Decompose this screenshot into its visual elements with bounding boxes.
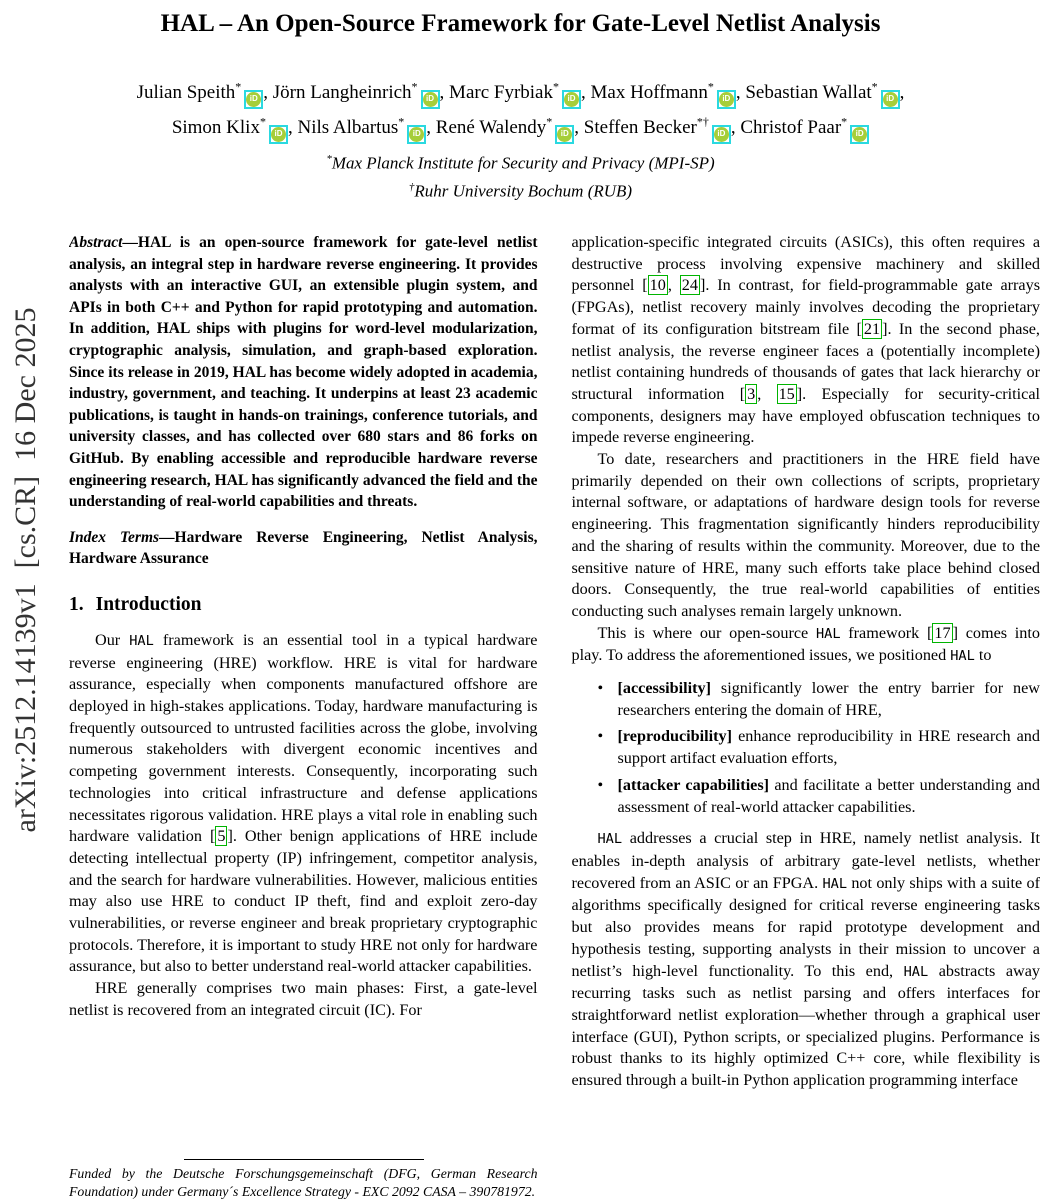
author-separator: , [439,82,450,104]
orcid-icon: iD [564,92,579,107]
text-run: [accessibility] [617,679,712,698]
abstract [69,232,538,513]
affiliation [0,175,1041,204]
orcid-icon: iD [714,127,729,142]
text-run: HAL [815,625,841,642]
text-run: ]. In the second phase, netlist analysis, the reverse engineer faces a (potentially incomplete) netlist containing hundreds of thousands of gates that lack hierarchy or structural information [ [571,319,1040,403]
author [591,82,746,103]
text-run: ]. In contrast, for field-programmable gate arrays (FPGAs), netlist recovery mainly involves decoding the proprietary format of its configuration bitstream file [ [571,276,1040,338]
text-run: , [667,276,680,295]
author-separator: , [899,82,905,104]
text-run: This is where our open-source [597,623,816,642]
orcid-link-box[interactable] [555,125,574,144]
paragraph [572,232,1041,449]
orcid-link-box[interactable] [717,90,736,109]
author-separator: , [581,82,591,104]
orcid-icon: iD [409,127,424,142]
orcid-link-box[interactable] [850,125,869,144]
orcid-icon: iD [852,127,867,142]
author-name: Julian Speith [136,82,236,104]
author [449,82,590,103]
text-run: ]. Other benign applications of HRE include detecting intellectual property (IP) infringement, competitor analysis, and the search for hardware vulnerabilities. However, malicious entities may also use HRE to conduct IP theft, find and exploit zero-day vulnerabilities, or reverse engineer and break proprietary cryptographic protocols. Therefore, it is important to study HRE not only for hardware assurance, but also to better understand real-world attacker capabilities. [69,827,538,976]
citation-link[interactable]: 17 [934,623,951,642]
author-separator: , [730,117,741,139]
orcid-link-box[interactable] [244,90,263,109]
author [745,82,904,103]
author [740,114,869,139]
author-affiliation-marker: * [546,114,553,129]
text-run: HAL [822,875,848,892]
text-run: ] comes into play. To address the aforementioned issues, we positioned [571,623,1040,665]
text-run: application-specific integrated circuits (ASICs), this often requires a destructive process involving expensive machinery and skilled personnel [ [571,233,1040,295]
text-run: Our [95,630,130,649]
author-name: Max Hoffmann [590,82,708,104]
author-block [0,74,1041,144]
author-name: Marc Fyrbiak [449,82,553,104]
author-separator: , [735,82,746,104]
orcid-link-box[interactable] [421,90,440,109]
list-item [618,726,1041,769]
citation-link[interactable]: 24 [681,276,698,295]
text-run: HRE generally comprises two main phases: First, a gate-level netlist is recovered from an integrated circuit (IC). For [69,979,538,1019]
text-run: HAL [903,963,929,980]
text-run: enhance reproducibility in HRE research and support artifact evaluation efforts, [617,727,1040,768]
citation-link[interactable]: 10 [649,276,666,295]
text-run: not only ships with a suite of algorithms specifically designed for critical reverse engineering tasks but also provides means for rapid prototype development and hypothesis testing, supporting analysts in their mission to uncover a netlist’s high-level functionality. To this end, [571,873,1040,980]
author-affiliation-marker: * [553,80,559,94]
orcid-icon: iD [719,92,734,107]
list-item [618,678,1041,721]
author [297,114,436,139]
text-run: Abstract [69,234,123,251]
author-name: Nils Albartus [297,117,399,139]
section-number: 1. [69,593,84,615]
text-run: framework is an essential tool in a typical hardware reverse engineering (HRE) workflow. HRE is vital for hardware assurance, especially when components manufactured offshore are deployed in high-stakes applications. Today, hardware manufacturing is frequently outsourced to untrusted facilities across the globe, involving numerous stakeholders with divergent economic incentives and competing government interests. Consequently, incorporating such technologies into critical infrastructure and defense applications necessitates rigorous validation. HRE plays a vital role in enabling such hardware validation [ [69,630,538,846]
author-separator: , [574,117,584,139]
author-affiliation-marker: *† [696,114,709,129]
orcid-icon: iD [271,127,286,142]
text-run: To date, researchers and practitioners in the HRE field have primarily depended on their own collections of scripts, proprietary internal software, or adaptations of hardware design tools for reverse engineering. This fragmentation significantly hinders reproducibility and the sharing of results within the community. Moreover, due to the sensitive nature of HRE, many such efforts take place behind closed doors. Consequently, the true real-world capabilities of entities conducting such analyses remain largely unknown. [571,450,1040,620]
footnote-text: Funded by the Deutsche Forschungsgemeinschaft (DFG, German Research Foundation) under Germany´s Excellence Strategy - EXC 2092 CASA – 390781972. [69,1166,538,1199]
index-terms [69,527,538,570]
author [435,114,584,139]
author-affiliation-marker: * [411,80,418,94]
author-affiliation-marker: * [235,80,242,94]
affiliation [0,147,1041,176]
paragraph [572,623,1041,668]
left-column [69,232,538,1200]
text-run: ]. Especially for security-critical components, designers may have employed obfuscation techniques to impede reverse engineering. [571,384,1040,447]
orcid-link-box[interactable] [712,125,731,144]
text-run: —HAL is an open-source framework for gate-level netlist analysis, an integral step in hardware reverse engineering. It provides analysts with an interactive GUI, an extensible plugin system, and APIs in both C++ and Python for rapid prototyping and automation. In addition, HAL ships with plugins for word-level modularization, cryptographic analysis, simulation, and graph-based exploration. Since its release in 2019, HAL has become widely adopted in academia, industry, government, and teaching. It underpins at least 23 academic publications, is taught in hands-on trainings, conference tutorials, and university classes, and has collected over 680 stars and 86 forks on GitHub. By enabling accessible and reproducible hardware reverse engineering research, HAL has significantly advanced the field and the understanding of real-world capabilities and threats. [69,234,538,511]
paragraph [572,828,1041,1091]
author-affiliation-marker: * [707,80,714,94]
paragraph [69,978,538,1021]
paper-header [0,0,1041,204]
orcid-icon: iD [883,92,898,107]
paragraph [69,630,538,978]
author-affiliation-marker: * [259,114,266,129]
author-line-1 [0,74,1041,109]
text-run: HAL [950,648,975,665]
text-run: , [757,384,777,403]
author [171,114,298,139]
text-run: [reproducibility] [617,727,733,746]
orcid-link-box[interactable] [562,90,581,109]
text-run: framework [ [840,623,933,642]
author-name: René Walendy [435,117,547,139]
author-name: Christof Paar [740,117,842,139]
text-run: and facilitate a better understanding and assessment of real-world attacker capabilities. [617,775,1040,816]
contribution-list [572,678,1041,818]
author-affiliation-marker: * [871,80,878,94]
affiliations [0,147,1041,204]
orcid-icon: iD [246,92,261,107]
text-run: HAL [597,831,623,848]
orcid-link-box[interactable] [269,125,288,144]
author [583,114,741,139]
footnote [69,1159,538,1200]
text-run: HAL [129,632,154,649]
author-name: Steffen Becker [583,117,697,139]
citation-link[interactable]: 21 [863,319,881,338]
affiliation-marker: * [326,152,332,165]
affiliation-text: Max Planck Institute for Security and Privacy (MPI-SP) [331,153,715,173]
footnote-rule [184,1159,424,1160]
author-name: Sebastian Wallat [745,82,872,104]
text-run: to [974,646,992,665]
orcid-icon: iD [423,92,438,107]
text-run: Index Terms [69,528,160,546]
affiliation-text: Ruhr University Bochum (RUB) [414,181,633,201]
citation-link[interactable]: 5 [217,827,226,846]
orcid-link-box[interactable] [407,125,426,144]
text-run: [attacker capabilities] [617,775,770,794]
author-line-2 [0,109,1041,144]
text-run: significantly lower the entry barrier for new researchers entering the domain of HRE, [617,679,1040,719]
right-column [572,232,1041,1200]
orcid-link-box[interactable] [881,90,900,109]
text-run: abstracts away recurring tasks such as netlist parsing and offers interfaces for straightforward netlist exploration—whether through a graphical user interface (GUI), Python scripts, or specialized plugins. Performance is robust thanks to its highly optimized C++ core, while flexibility is ensured through a built-in Python application programming interface [571,961,1040,1090]
citation-link[interactable]: 15 [778,384,795,403]
affiliation-marker: † [408,181,415,194]
author-affiliation-marker: * [841,114,848,129]
orcid-icon: iD [557,127,572,142]
section-heading-introduction [69,594,538,616]
author [137,82,273,103]
arxiv-watermark: arXiv:2512.14139v1 [cs.CR] 16 Dec 2025 [9,307,42,833]
section-title: Introduction [95,593,202,615]
paragraph [572,449,1041,623]
author-separator: , [287,117,298,139]
citation-link[interactable]: 3 [747,384,756,403]
author-name: Simon Klix [171,117,260,139]
text-run: addresses a crucial step in HRE, namely netlist analysis. It enables in-depth analysis of arbitrary gate-level netlists, whether recovered from an ASIC or an FPGA. [571,829,1040,892]
text-run: —Hardware Reverse Engineering, Netlist Analysis, Hardware Assurance [69,528,538,568]
author-separator: , [263,82,273,104]
author-name: Jörn Langheinrich [272,82,412,104]
paper-body [69,232,1040,1200]
author-separator: , [426,117,436,139]
list-item [618,775,1041,818]
paper-title: HAL – An Open-Source Framework for Gate-Level Netlist Analysis [160,10,881,37]
author [273,82,449,103]
author-affiliation-marker: * [398,114,405,129]
